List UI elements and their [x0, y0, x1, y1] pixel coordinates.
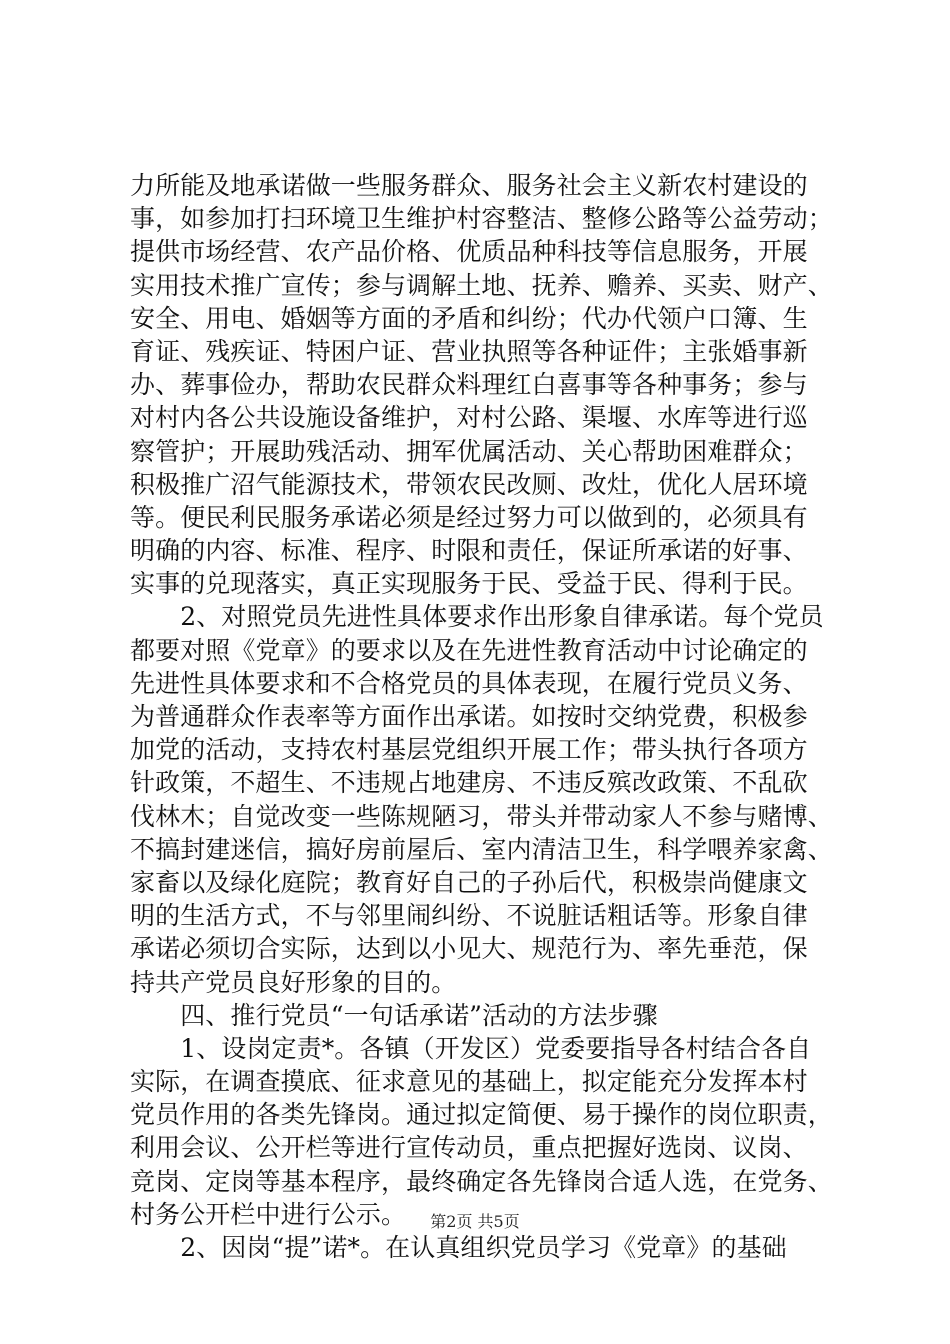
text-line: 提供市场经营、农产品价格、优质品种科技等信息服务，开展	[130, 237, 808, 267]
text-line: 1、设岗定责*。各镇（开发区）党委要指导各村结合各自	[130, 1033, 812, 1063]
text-line: 村务公开栏中进行公示。	[130, 1199, 407, 1229]
text-line: 加党的活动，支持农村基层党组织开展工作；带头执行各项方	[130, 735, 808, 765]
text-line: 利用会议、公开栏等进行宣传动员，重点把握好选岗、议岗、	[130, 1133, 808, 1163]
text-line: 察管护；开展助残活动、拥军优属活动、关心帮助困难群众；	[130, 436, 808, 466]
text-line: 2、因岗“提”诺*。在认真组织党员学习《党章》的基础	[130, 1233, 787, 1262]
body-text	[130, 169, 833, 1264]
text-line: 力所能及地承诺做一些服务群众、服务社会主义新农村建设的	[130, 171, 808, 200]
text-line: 实际，在调查摸底、征求意见的基础上，拟定能充分发挥本村	[130, 1067, 808, 1097]
text-line: 四、推行党员“一句话承诺”活动的方法步骤	[130, 1000, 658, 1030]
text-line: 安全、用电、婚姻等方面的矛盾和纠纷；代办代领户口簿、生	[130, 303, 808, 333]
text-line: 持共产党员良好形象的目的。	[130, 967, 457, 997]
text-line: 积极推广沼气能源技术，带领农民改厕、改灶，优化人居环境	[130, 469, 808, 499]
text-line: 承诺必须切合实际，达到以小见大、规范行为、率先垂范，保	[130, 934, 808, 964]
text-line: 实用技术推广宣传；参与调解土地、抚养、赡养、买卖、财产、	[130, 270, 833, 300]
text-line: 办、葬事俭办，帮助农民群众料理红白喜事等各种事务；参与	[130, 370, 808, 400]
text-line: 为普通群众作表率等方面作出承诺。如按时交纳党费，积极参	[130, 702, 808, 731]
text-line: 都要对照《党章》的要求以及在先进性教育活动中讨论确定的	[130, 635, 808, 665]
text-line: 不搞封建迷信，搞好房前屋后、室内清洁卫生，科学喂养家禽、	[130, 834, 833, 864]
text-line: 针政策，不超生、不违规占地建房、不违反殡改政策、不乱砍	[130, 768, 808, 798]
page-footer: 第2页 共5页	[430, 1212, 520, 1231]
text-line: 竞岗、定岗等基本程序，最终确定各先锋岗合适人选，在党务、	[130, 1166, 833, 1196]
text-line: 伐林木；自觉改变一些陈规陋习，带头并带动家人不参与赌博、	[130, 801, 833, 831]
text-line: 事，如参加打扫环境卫生维护村容整洁、整修公路等公益劳动；	[130, 204, 833, 234]
text-line: 实事的兑现落实，真正实现服务于民、受益于民、得利于民。	[130, 569, 808, 599]
text-line: 先进性具体要求和不合格党员的具体表现，在履行党员义务、	[130, 668, 808, 698]
text-line: 家畜以及绿化庭院；教育好自己的子孙后代，积极崇尚健康文	[130, 867, 808, 897]
text-line: 对村内各公共设施设备维护，对村公路、渠堰、水库等进行巡	[130, 403, 808, 433]
text-line: 明确的内容、标准、程序、时限和责任，保证所承诺的好事、	[130, 536, 808, 566]
text-line: 明的生活方式，不与邻里闹纠纷、不说脏话粗话等。形象自律	[130, 901, 808, 931]
text-line: 等。便民利民服务承诺必须是经过努力可以做到的，必须具有	[130, 502, 808, 532]
text-line: 育证、残疾证、特困户证、营业执照等各种证件；主张婚事新	[130, 336, 808, 366]
text-line: 党员作用的各类先锋岗。通过拟定简便、易于操作的岗位职责，	[130, 1100, 833, 1130]
text-line: 2、对照党员先进性具体要求作出形象自律承诺。每个党员	[130, 602, 824, 632]
